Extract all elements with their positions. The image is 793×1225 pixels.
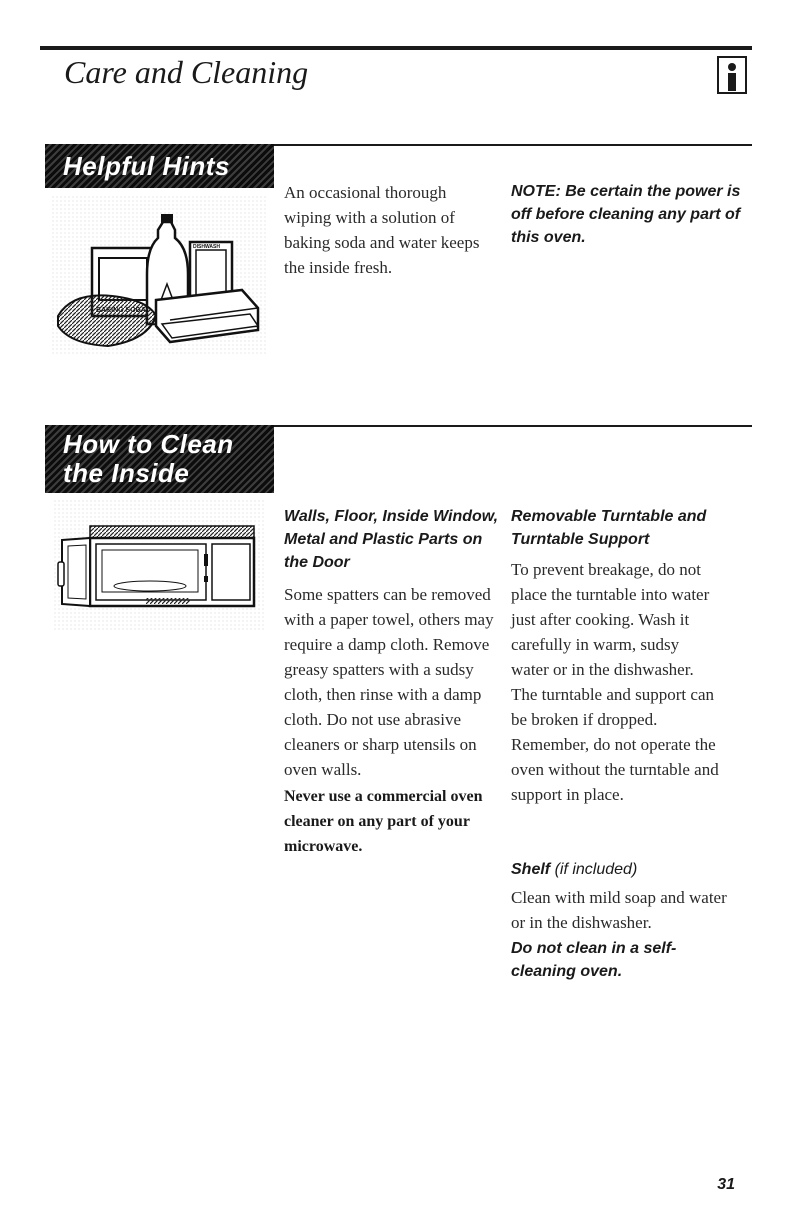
helpful-hints-heading: Helpful Hints [63, 151, 230, 181]
how-to-clean-heading-line2: the Inside [63, 458, 190, 488]
dishwash-label: DISHWASH [193, 244, 220, 250]
section-rule [274, 144, 752, 146]
microwave-icon [58, 526, 254, 606]
how-to-clean-banner [45, 425, 274, 493]
helpful-hints-body: An occasional thorough wiping with a solution of baking soda and water keeps the inside fresh. [284, 183, 480, 277]
info-icon [717, 56, 747, 94]
shelf-heading-note: (if included) [554, 861, 638, 878]
walls-body: Some spatters can be removed with a paper towel, others may require a damp cloth. Remove greasy spatters with a sudsy cloth, then rinse with a damp cloth. Do not use abrasive cleaners or sharp utensils on oven walls. [284, 585, 494, 779]
page-number: 31 [717, 1176, 735, 1193]
shelf-body: Clean with mild soap and water or in the dishwasher. [511, 888, 727, 932]
power-off-note: NOTE: Be certain the power is off before cleaning any part of this oven. [511, 183, 741, 246]
page-title: Care and Cleaning [64, 54, 309, 90]
shelf-heading [511, 858, 741, 881]
helpful-hints-banner [45, 144, 274, 188]
turntable-body: To prevent breakage, do not place the turntable into water just after cooking. Wash it carefully in warm, sudsy water or in the dishwasher. The turntable and support can be broken if dropped. Remember, do not operate the oven without the turntable and support in place. [511, 560, 719, 804]
cleaning-supplies-illustration [52, 196, 266, 356]
turntable-heading: Removable Turntable and Turntable Support [511, 508, 707, 548]
how-to-clean-heading-line1: How to Clean [63, 429, 234, 459]
header-rule [40, 46, 752, 50]
section-rule [274, 425, 752, 427]
microwave-illustration [54, 500, 264, 632]
walls-warning: Never use a commercial oven cleaner on any part of your microwave. [284, 788, 483, 855]
walls-heading: Walls, Floor, Inside Window, Metal and Plastic Parts on the Door [284, 508, 499, 571]
shelf-warning: Do not clean in a self-cleaning oven. [511, 940, 677, 980]
shelf-heading-label: Shelf [511, 861, 551, 878]
